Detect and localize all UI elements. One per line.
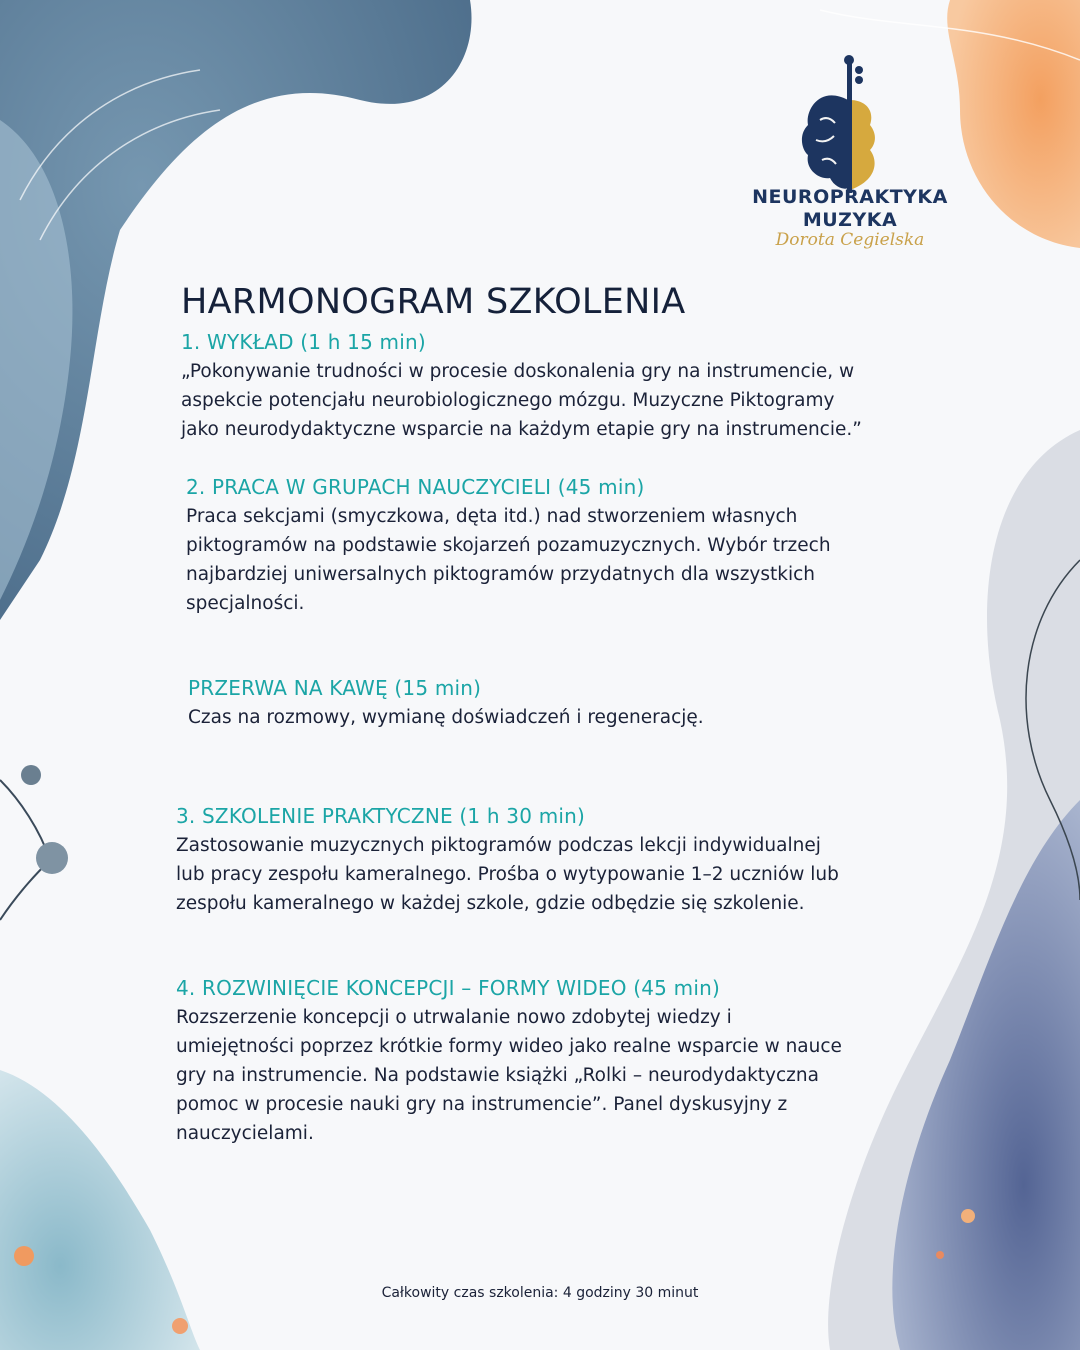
section-text: Praca sekcjami (smyczkowa, dęta itd.) nad stworzeniem własnych <box>186 506 798 527</box>
section-text: jako neurodydaktyczne wsparcie na każdym etapie gry na instrumencie.” <box>181 419 862 440</box>
page-title: HARMONOGRAM SZKOLENIA <box>181 282 686 322</box>
section-text: gry na instrumencie. Na podstawie książki „Rolki – neurodydaktyczna <box>176 1065 819 1086</box>
section-practical-training <box>176 802 839 918</box>
section-text: piktogramów na podstawie skojarzeń pozamuzycznych. Wybór trzech <box>186 535 831 556</box>
section-text: umiejętności poprzez krótkie formy wideo jako realne wsparcie w nauce <box>176 1036 842 1057</box>
brand-name-line1: NEUROPRAKTYKA <box>752 186 948 208</box>
section-text: specjalności. <box>186 593 305 614</box>
total-duration-footer: Całkowity czas szkolenia: 4 godziny 30 minut <box>381 1285 699 1301</box>
brand-name-line2: MUZYKA <box>802 209 898 231</box>
section-text: Zastosowanie muzycznych piktogramów podczas lekcji indywidualnej <box>176 835 821 856</box>
section-coffee-break <box>188 674 704 732</box>
section-video-forms <box>176 974 842 1148</box>
section-text: Rozszerzenie koncepcji o utrwalanie nowo zdobytej wiedzy i <box>176 1007 732 1028</box>
section-heading: 1. WYKŁAD (1 h 15 min) <box>181 330 426 354</box>
section-lecture <box>181 328 862 444</box>
section-heading: 2. PRACA W GRUPACH NAUCZYCIELI (45 min) <box>186 475 645 499</box>
section-text: nauczycielami. <box>176 1123 314 1144</box>
section-text: lub pracy zespołu kameralnego. Prośba o wytypowanie 1–2 uczniów lub <box>176 864 839 885</box>
section-heading: 4. ROZWINIĘCIE KONCEPCJI – FORMY WIDEO (45 min) <box>176 976 720 1000</box>
section-text: Czas na rozmowy, wymianę doświadczeń i regenerację. <box>188 707 704 728</box>
section-text: najbardziej uniwersalnych piktogramów przydatnych dla wszystkich <box>186 564 815 585</box>
section-text: pomoc w procesie nauki gry na instrumencie”. Panel dyskusyjny z <box>176 1094 788 1115</box>
section-text: aspekcie potencjału neurobiologicznego mózgu. Muzyczne Piktogramy <box>181 390 835 411</box>
brand-signature: Dorota Cegielska <box>775 230 925 250</box>
section-text: „Pokonywanie trudności w procesie doskonalenia gry na instrumencie, w <box>181 361 855 382</box>
section-group-work <box>186 473 831 618</box>
section-text: zespołu kameralnego w każdej szkole, gdzie odbędzie się szkolenie. <box>176 893 805 914</box>
section-heading: 3. SZKOLENIE PRAKTYCZNE (1 h 30 min) <box>176 804 586 828</box>
section-heading: PRZERWA NA KAWĘ (15 min) <box>188 676 482 700</box>
